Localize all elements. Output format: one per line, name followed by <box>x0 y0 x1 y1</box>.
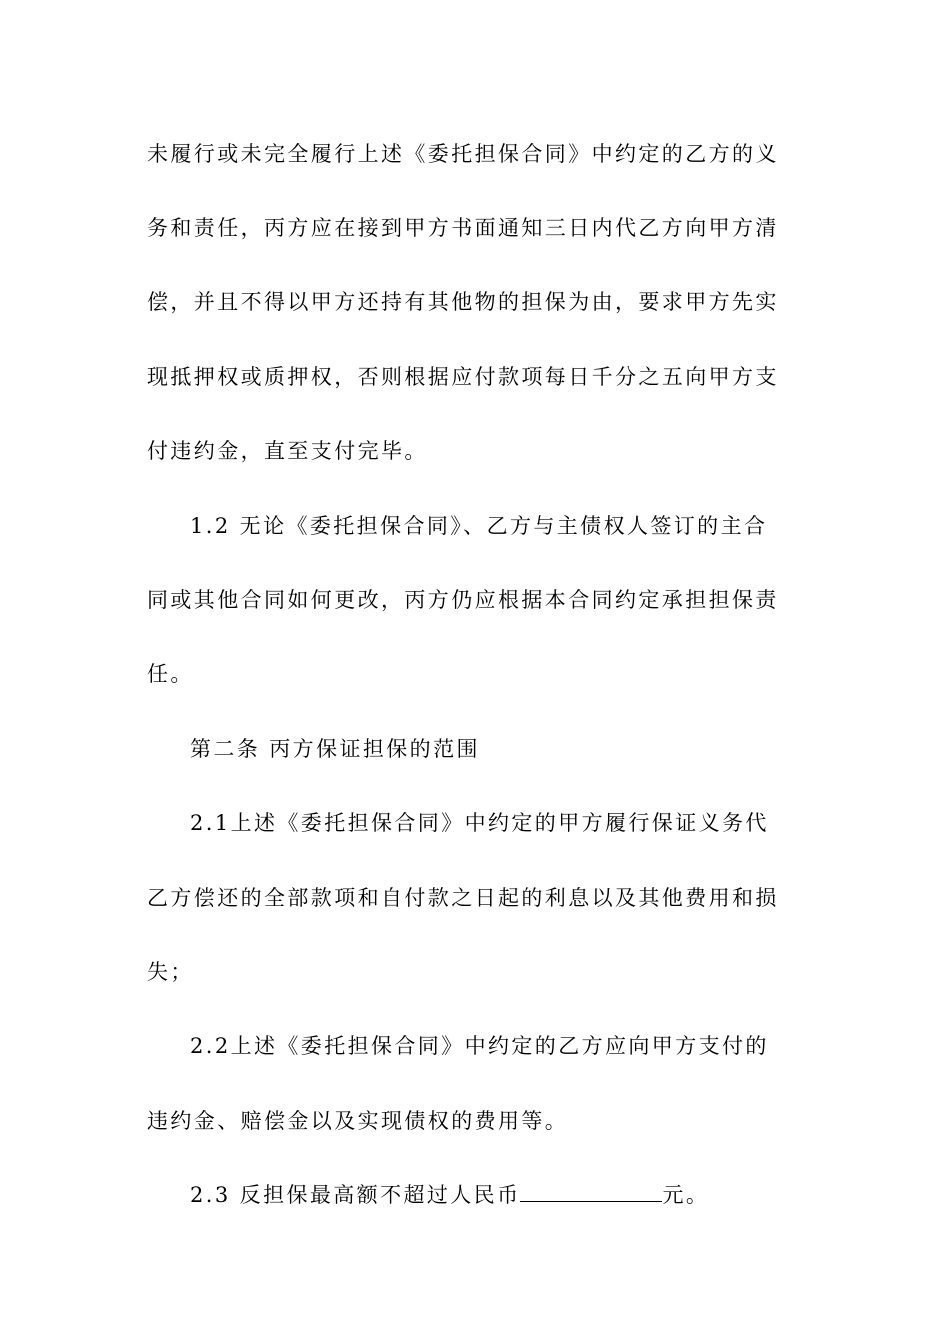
paragraph-line: 付违约金，直至支付完毕。 <box>147 439 428 463</box>
article-2-heading: 第二条 丙方保证担保的范围 <box>190 737 480 761</box>
paragraph-line: 失； <box>147 960 194 984</box>
clause-2-2-line: 2.2上述《委托担保合同》中约定的乙方应向甲方支付的 <box>190 1034 769 1058</box>
paragraph-line: 务和责任，丙方应在接到甲方书面通知三日内代乙方向甲方清 <box>147 216 779 240</box>
amount-blank[interactable] <box>520 1181 662 1202</box>
paragraph-line: 偿，并且不得以甲方还持有其他物的担保为由，要求甲方先实 <box>147 290 779 314</box>
paragraph-line: 任。 <box>147 662 194 686</box>
paragraph-line: 未履行或未完全履行上述《委托担保合同》中约定的乙方的义 <box>147 142 779 166</box>
clause-2-1-line: 2.1上述《委托担保合同》中约定的甲方履行保证义务代 <box>190 811 769 835</box>
clause-1-2-line: 1.2 无论《委托担保合同》、乙方与主债权人签订的主合 <box>190 514 768 538</box>
paragraph-line: 违约金、赔偿金以及实现债权的费用等。 <box>147 1109 569 1133</box>
paragraph-line: 乙方偿还的全部款项和自付款之日起的利息以及其他费用和损 <box>147 886 779 910</box>
clause-2-3-line <box>190 1181 807 1209</box>
paragraph-line: 现抵押权或质押权，否则根据应付款项每日千分之五向甲方支 <box>147 365 779 389</box>
clause-2-3-suffix: 元。 <box>662 1183 710 1207</box>
paragraph-line: 同或其他合同如何更改，丙方仍应根据本合同约定承担担保责 <box>147 588 779 612</box>
clause-2-3-prefix: 2.3 反担保最高额不超过人民币 <box>190 1183 521 1207</box>
